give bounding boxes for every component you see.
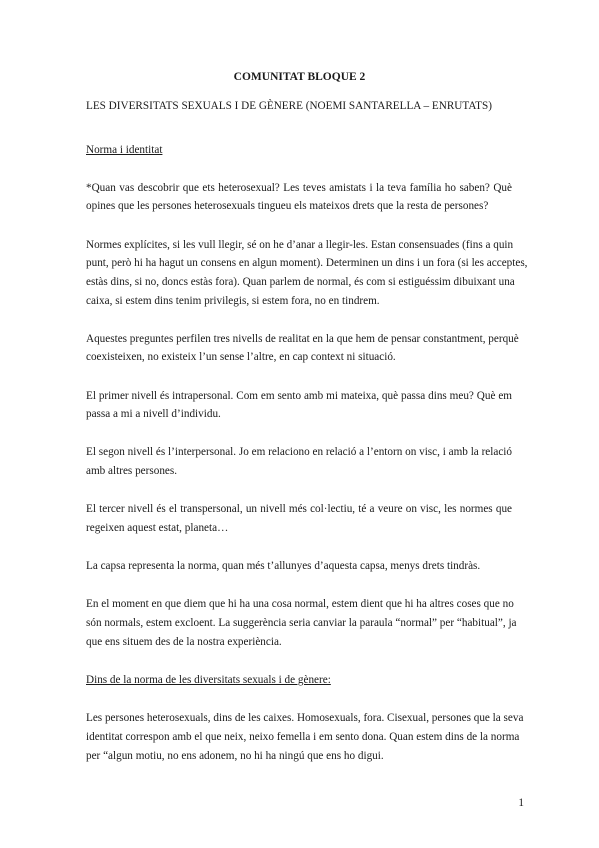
document-subtitle: LES DIVERSITATS SEXUALS I DE GÈNERE (NOEMI SANTARELLA – ENRUTATS) (86, 100, 492, 112)
paragraph-line: punt, però hi ha hagut un consens en algun moment). Determinen un dins i un fora (si les acceptes, (86, 257, 528, 269)
paragraph-line: són normals, estem excloent. La suggerència seria canviar la paraula “normal” per “habitual”, ja (86, 617, 517, 629)
paragraph-line: regeixen aquest estat, planeta… (86, 522, 229, 534)
paragraph-line: El tercer nivell és el transpersonal, un nivell més col·lectiu, té a veure on visc, les normes que (86, 503, 512, 515)
paragraph-line: Normes explícites, si les vull llegir, sé on he d’anar a llegir-les. Estan consensuades (fins a quin (86, 239, 514, 251)
paragraph-line: El primer nivell és intrapersonal. Com em sento amb mi mateixa, què passa dins meu? Què em (86, 390, 512, 402)
paragraph-line: Aquestes preguntes perfilen tres nivells de realitat en la que hem de pensar constantment, perquè (86, 333, 519, 345)
paragraph-line: La capsa representa la norma, quan més t’allunyes d’aquesta capsa, menys drets tindràs. (86, 560, 481, 572)
paragraph-line: En el moment en que diem que hi ha una cosa normal, estem dient que hi ha altres coses que no (86, 598, 514, 610)
paragraph-line: que ens situem des de la nostra experiència. (86, 636, 282, 648)
paragraph-line: passa a mi a nivell d’individu. (86, 408, 221, 420)
paragraph-line: caixa, si estem dins tenim privilegis, si estem fora, no en tindrem. (86, 295, 380, 307)
section-heading-dins: Dins de la norma de les diversitats sexuals i de gènere: (86, 674, 331, 686)
paragraph-line: *Quan vas descobrir que ets heterosexual? Les teves amistats i la teva família ho saben? Què (86, 182, 512, 194)
page-number: 1 (518, 797, 524, 809)
paragraph-line: amb altres persones. (86, 465, 178, 477)
paragraph-line: estàs dins, si no, doncs estàs fora). Quan parlem de normal, és com si estiguéssim dibuixant una (86, 276, 515, 288)
paragraph-line: coexisteixen, no existeix l’un sense l’altre, en cap context ni situació. (86, 351, 396, 363)
paragraph-line: opines que les persones heterosexuals tingueu els mateixos drets que la resta de persones? (86, 200, 489, 212)
paragraph-line: per “algun motiu, no ens adonem, no hi ha ningú que ens ho digui. (86, 750, 384, 762)
paragraph-line: Les persones heterosexuals, dins de les caixes. Homosexuals, fora. Cisexual, persones que la seva (86, 712, 524, 724)
section-heading-norma: Norma i identitat (86, 144, 163, 156)
paragraph-line: El segon nivell és l’interpersonal. Jo em relaciono en relació a l’entorn on visc, i amb la relació (86, 446, 512, 458)
paragraph-line: identitat correspon amb el que neix, neixo femella i em sento dona. Quan estem dins de la norma (86, 731, 520, 743)
document-title: COMUNITAT BLOQUE 2 (233, 71, 366, 83)
